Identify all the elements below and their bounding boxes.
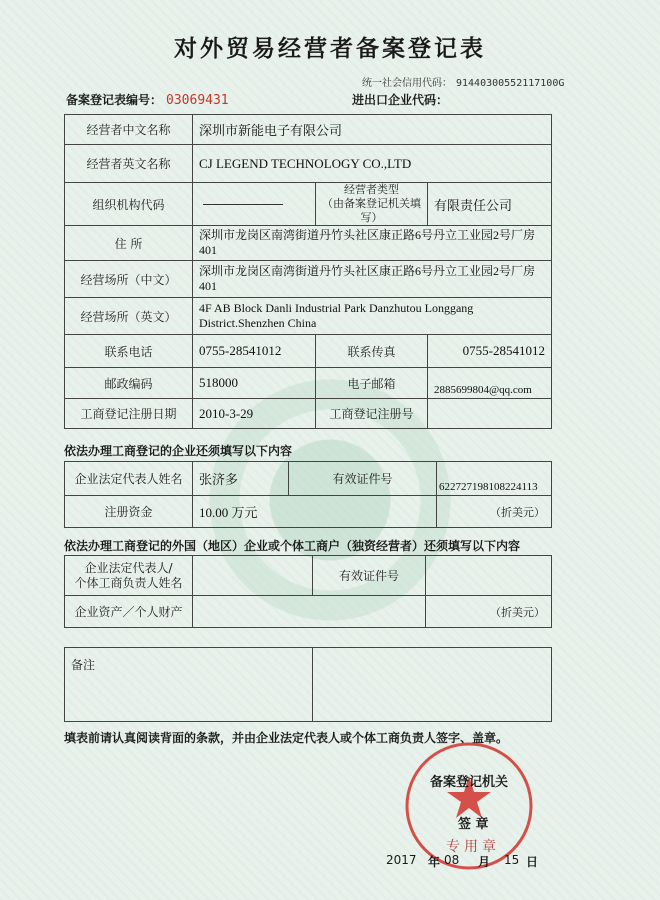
address-value: 深圳市龙岗区南湾街道丹竹头社区康正路6号丹立工业园2号厂房401 [193, 226, 552, 261]
foreign-usd-note: （折美元） [426, 596, 552, 628]
site-en-value: 4F AB Block Danli Industrial Park Danzhutou Longgang District.Shenzhen China [193, 298, 552, 335]
type-label-line2: （由备案登记机关填写） [322, 197, 421, 224]
date-month-unit: 月 [478, 855, 491, 869]
org-code-value [193, 183, 316, 226]
cn-name-value: 深圳市新能电子有限公司 [193, 115, 552, 145]
domestic-table [64, 461, 552, 528]
credit-code [362, 74, 564, 89]
table-row [65, 496, 552, 528]
table-row [65, 261, 552, 298]
postcode-label: 邮政编码 [65, 368, 193, 399]
type-value: 有限责任公司 [428, 183, 552, 226]
credit-code-label: 统一社会信用代码： [362, 78, 452, 89]
table-row [65, 648, 552, 722]
fax-label: 联系传真 [316, 335, 428, 368]
date-month: 08 [444, 853, 460, 867]
table-row [65, 183, 552, 226]
reg-date-label: 工商登记注册日期 [65, 399, 193, 429]
table-row [65, 462, 552, 496]
section-heading-foreign: 依法办理工商登记的外国（地区）企业或个体工商户（独资经营者）还须填写以下内容 [64, 539, 521, 553]
foreign-rep-label-line2: 个体工商负责人姓名 [74, 575, 183, 590]
phone-label: 联系电话 [65, 335, 193, 368]
signature-label: 签 章 [458, 817, 489, 832]
credit-code-value: 91440300552117100G [456, 78, 565, 89]
form-title: 对外贸易经营者备案登记表 [174, 36, 486, 62]
table-row [65, 399, 552, 429]
remarks-table [64, 647, 552, 722]
type-label-line1: 经营者类型 [344, 183, 399, 196]
foreign-rep-label [65, 556, 193, 596]
assets-label: 企业资产／个人财产 [65, 596, 193, 628]
reg-date-value: 2010-3-29 [193, 399, 316, 429]
foreign-id-label: 有效证件号 [313, 556, 426, 596]
foreign-id-value [426, 556, 552, 596]
org-code-label: 组织机构代码 [65, 183, 193, 226]
legal-rep-label: 企业法定代表人姓名 [65, 462, 193, 496]
table-row [65, 596, 552, 628]
en-name-label: 经营者英文名称 [65, 145, 193, 183]
table-row [65, 556, 552, 596]
table-row [65, 145, 552, 183]
capital-label: 注册资金 [65, 496, 193, 528]
site-cn-value: 深圳市龙岗区南湾街道丹竹头社区康正路6号丹立工业园2号厂房401 [193, 261, 552, 298]
assets-value [193, 596, 426, 628]
table-row [65, 298, 552, 335]
filing-number [66, 91, 229, 108]
date-year-unit: 年 [428, 855, 441, 869]
email-label: 电子邮箱 [316, 368, 428, 399]
filing-number-value: 03069431 [166, 93, 229, 108]
id-label: 有效证件号 [289, 462, 437, 496]
table-row [65, 115, 552, 145]
ie-code-label: 进出口企业代码： [352, 93, 449, 107]
seal-type-text: 专用章 [446, 839, 500, 855]
reg-no-value [428, 399, 552, 429]
table-row [65, 226, 552, 261]
date-year: 2017 [386, 853, 417, 867]
remarks-value [313, 648, 552, 722]
blank-line [203, 204, 283, 205]
cn-name-label: 经营者中文名称 [65, 115, 193, 145]
en-name-value: CJ LEGEND TECHNOLOGY CO.,LTD [193, 145, 552, 183]
fax-value: 0755-28541012 [428, 335, 552, 368]
foreign-table [64, 555, 552, 628]
foreign-rep-label-line1: 企业法定代表人/ [84, 560, 173, 575]
capital-value: 10.00 万元 [193, 496, 437, 528]
site-cn-label: 经营场所（中文） [65, 261, 193, 298]
phone-value: 0755-28541012 [193, 335, 316, 368]
foreign-rep-value [193, 556, 313, 596]
postcode-value: 518000 [193, 368, 316, 399]
site-en-label: 经营场所（英文） [65, 298, 193, 335]
type-label [316, 183, 428, 226]
id-value: 622727198108224113 [437, 462, 552, 496]
table-row [65, 335, 552, 368]
reg-no-label: 工商登记注册号 [316, 399, 428, 429]
table-row [65, 368, 552, 399]
legal-rep-value: 张济多 [193, 462, 289, 496]
date-day-unit: 日 [526, 855, 539, 869]
agency-label: 备案登记机关 [430, 775, 509, 790]
email-value: 2885699804@qq.com [428, 368, 552, 399]
section-heading-domestic: 依法办理工商登记的企业还须填写以下内容 [64, 444, 293, 458]
usd-note: （折美元） [437, 496, 552, 528]
address-label: 住 所 [65, 226, 193, 261]
remarks-label: 备注 [65, 648, 313, 722]
filing-number-label: 备案登记表编号： [66, 93, 163, 107]
basic-info-table [64, 114, 552, 429]
footer-instruction: 填表前请认真阅读背面的条款，并由企业法定代表人或个体工商负责人签字、盖章。 [64, 731, 509, 745]
date-day: 15 [504, 853, 520, 867]
